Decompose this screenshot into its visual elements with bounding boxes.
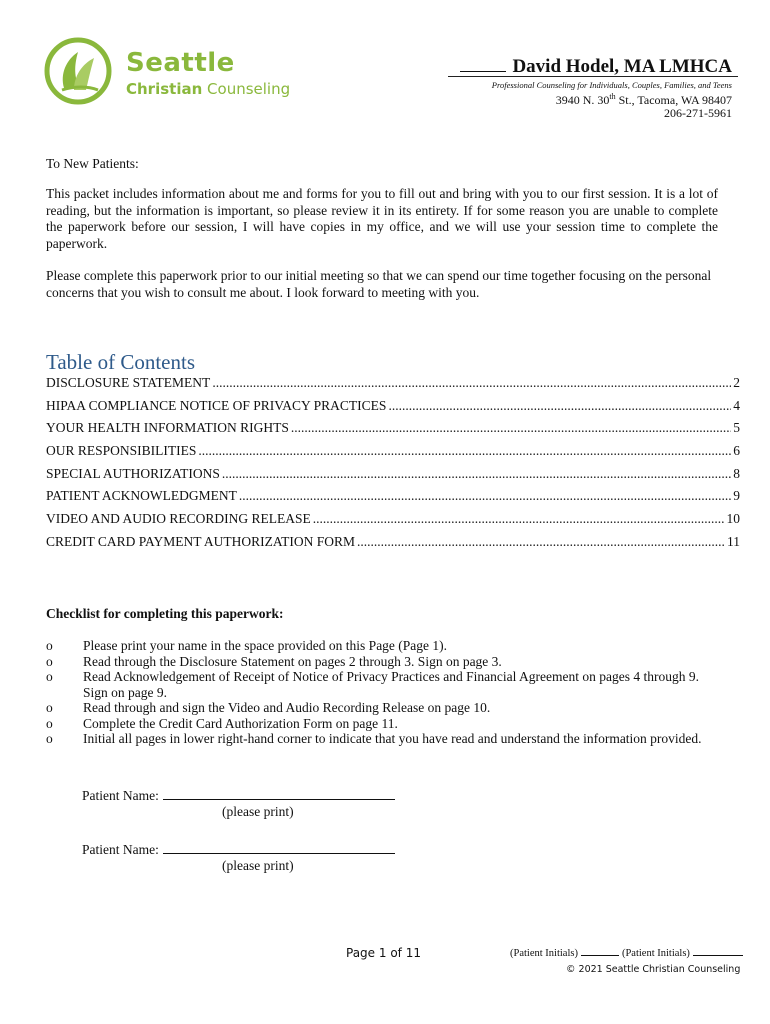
toc-entry[interactable]: OUR RESPONSIBILITIES ..... 6	[46, 443, 740, 466]
toc-entry[interactable]: DISCLOSURE STATEMENT ..... 2	[46, 375, 740, 398]
copyright: © 2021 Seattle Christian Counseling	[566, 964, 741, 975]
toc-entry[interactable]: SPECIAL AUTHORIZATIONS ..... 8	[46, 466, 740, 489]
patient-initials[interactable]: (Patient Initials) (Patient Initials)	[510, 948, 746, 959]
header-rule	[448, 76, 738, 77]
please-print-hint-2: (please print)	[222, 858, 294, 873]
greeting: To New Patients:	[46, 156, 139, 171]
table-of-contents	[46, 375, 740, 557]
patient-name-field-1[interactable]: Patient Name:	[82, 788, 395, 804]
patient-name-field-2[interactable]: Patient Name:	[82, 842, 395, 858]
checklist-item: o Read through and sign the Video and Audio Recording Release on page 10.	[46, 700, 491, 715]
toc-entry[interactable]: CREDIT CARD PAYMENT AUTHORIZATION FORM ..... 11	[46, 534, 740, 557]
toc-entry[interactable]: YOUR HEALTH INFORMATION RIGHTS ..... 5	[46, 420, 740, 443]
leaf-circle-icon	[44, 36, 114, 106]
logo	[44, 38, 334, 106]
checklist-item: o Initial all pages in lower right-hand corner to indicate that you have read and understand the information provided.	[46, 731, 702, 746]
logo-text-seattle: Seattle	[126, 48, 235, 78]
checklist-item: o Complete the Credit Card Authorization Form on page 11.	[46, 715, 398, 731]
checklist	[46, 638, 726, 747]
phone: 206-271-5961	[664, 106, 732, 120]
page-number: Page 1 of 11	[346, 946, 421, 960]
checklist-item: o Please print your name in the space provided on this Page (Page 1).	[46, 638, 448, 653]
instructions-paragraph: Please complete this paperwork prior to our initial meeting so that we can spend our time together focusing on the personal concerns that you wish to consult me about. I look forward to meeting with you.	[46, 268, 712, 300]
toc-entry[interactable]: VIDEO AND AUDIO RECORDING RELEASE ..... 10	[46, 511, 740, 534]
address: 3940 N. 30th St., Tacoma, WA 98407	[555, 92, 732, 107]
checklist-item: o Read through the Disclosure Statement on pages 2 through 3. Sign on page 3.	[46, 653, 502, 669]
logo-text-counseling: Christian Counseling	[126, 80, 291, 98]
toc-title: Table of Contents	[46, 350, 195, 374]
toc-entry[interactable]: HIPAA COMPLIANCE NOTICE OF PRIVACY PRACTICES ..... 4	[46, 398, 740, 421]
intro-paragraph: This packet includes information about me and forms for you to fill out and bring with you to our first session. It is a lot of reading, but the information is important, so please review it in its entirety. If for some reason you are unable to complete the paperwork before our session, I will have copies in my office, and we will use your session time to complete the paperwork.	[46, 186, 718, 251]
provider-name: David Hodel, MA LMHCA	[460, 56, 732, 78]
please-print-hint-1: (please print)	[222, 804, 294, 819]
tagline: Professional Counseling for Individuals, Couples, Families, and Teens	[491, 80, 732, 90]
checklist-item: o Read Acknowledgement of Receipt of Notice of Privacy Practices and Financial Agreement on pages 4 through 9. Sign on page 9.	[46, 669, 699, 700]
toc-entry[interactable]: PATIENT ACKNOWLEDGMENT ..... 9	[46, 488, 740, 511]
checklist-title: Checklist for completing this paperwork:	[46, 606, 284, 621]
